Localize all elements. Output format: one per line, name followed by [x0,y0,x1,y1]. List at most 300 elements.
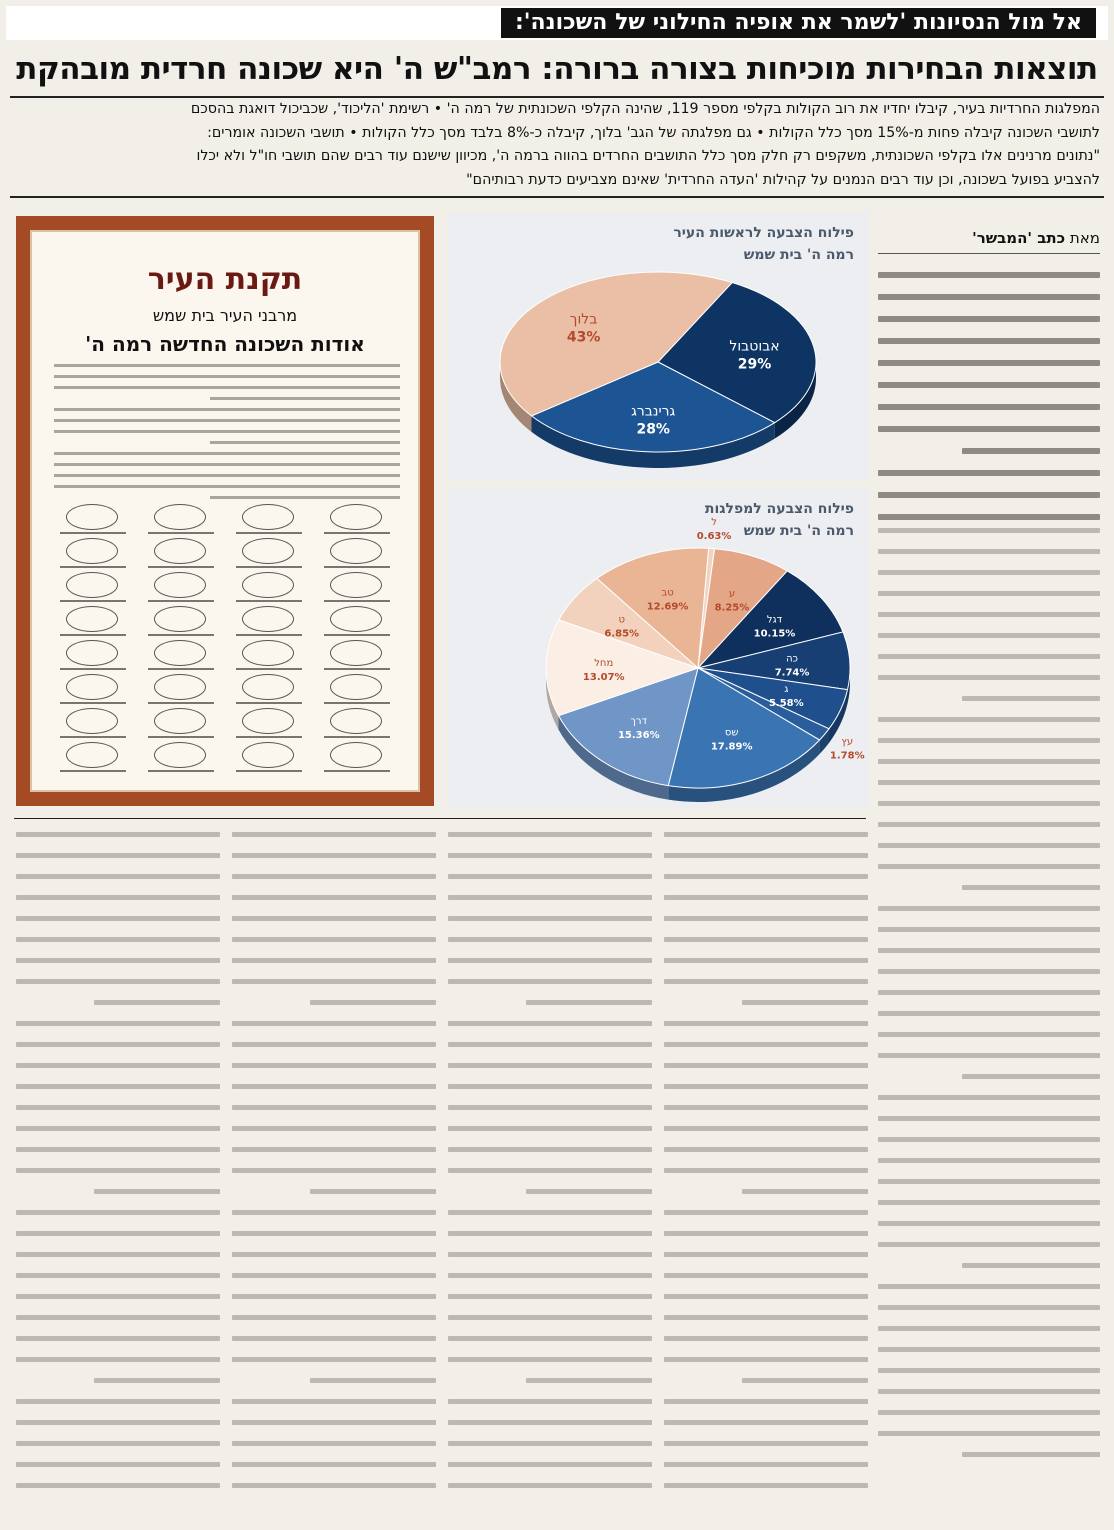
signature-caption [60,634,126,636]
text-line [448,1063,652,1068]
pie-label: ל [711,516,717,528]
text-line [232,1420,436,1425]
signature-stamp [66,708,118,734]
signature-caption [324,600,390,602]
text-line [878,272,1100,278]
text-line [16,1273,220,1278]
pie-label: בלוך [569,311,598,328]
pie-value-label: 10.15% [753,628,796,640]
signature-stamp [66,640,118,666]
text-line [232,1210,436,1215]
text-line [16,1420,220,1425]
signature-caption [148,770,214,772]
text-line [16,1126,220,1131]
text-line [664,1042,868,1047]
text-line [664,1441,868,1446]
notice-text-line [54,474,400,477]
text-line [310,1000,436,1005]
rabbinical-notice [16,216,434,806]
notice-text-line [54,375,400,378]
text-line [16,1294,220,1299]
signature-stamp [66,606,118,632]
deck-line: המפלגות החרדיות בעיר, קיבלו יחדיו את רוב הקולות בקלפי מספר 119, שהינה הקלפי השכונתית של רמה ה' • רשימת 'הליכוד', שכביכול דואגת בהסכם [190,101,1100,117]
text-line [878,990,1100,995]
text-line [664,832,868,837]
text-line [448,1294,652,1299]
text-line [878,338,1100,344]
notice-text-line [54,386,400,389]
text-line [878,1179,1100,1184]
signature-stamp [242,538,294,564]
text-line [878,1284,1100,1289]
text-line [448,1210,652,1215]
text-line [526,1378,652,1383]
signature-caption [236,702,302,704]
signature-caption [324,770,390,772]
text-line [232,1357,436,1362]
text-line [878,1305,1100,1310]
text-line [232,937,436,942]
text-line [94,1378,220,1383]
signature-stamp [242,742,294,768]
deck-line: להצביע בפועל בשכונה, וכן עוד רבים הנמנים על קהילות 'העדה החרדית' שאינם מצביעים כדעת רבותיהם" [466,171,1100,188]
text-line [94,1000,220,1005]
text-line [664,1147,868,1152]
text-line [232,1294,436,1299]
signature-stamp [330,742,382,768]
signature-caption [324,736,390,738]
text-line [664,1273,868,1278]
text-line [16,979,220,984]
text-line [232,1336,436,1341]
text-line [448,1420,652,1425]
signature-caption [60,566,126,568]
signature-stamp [330,572,382,598]
text-line [16,1252,220,1257]
text-line [878,1326,1100,1331]
text-line [448,958,652,963]
pie-value-label: 15.36% [617,729,660,741]
text-line [664,1315,868,1320]
signature-caption [60,600,126,602]
chart-title: פילוח הצבעה למפלגות [704,501,854,517]
text-line [664,1168,868,1173]
text-line [16,937,220,942]
text-line [448,1399,652,1404]
text-line [448,895,652,900]
text-line [664,1084,868,1089]
text-line [232,1105,436,1110]
pie-label: דגל [766,614,783,626]
text-line [16,1210,220,1215]
signature-stamp [154,674,206,700]
text-line [878,514,1100,520]
text-line [232,895,436,900]
text-line [526,1000,652,1005]
text-line [878,633,1100,638]
text-line [448,1483,652,1488]
text-line [878,969,1100,974]
notice-text-line [210,397,400,400]
signature-stamp [154,572,206,598]
text-line [962,1452,1100,1457]
text-line [16,916,220,921]
signature-stamp [242,606,294,632]
text-line [878,570,1100,575]
text-line [878,528,1100,533]
signature-caption [324,702,390,704]
signature-caption [148,736,214,738]
signature-caption [236,634,302,636]
notice-body [54,364,400,507]
pie-value-label: 1.78% [829,750,865,762]
mayor-pie-svg [448,212,868,480]
pie-value-label: 6.85% [604,628,640,640]
signature-caption [236,600,302,602]
signature-stamp [154,640,206,666]
text-line [878,801,1100,806]
signature-caption [148,634,214,636]
text-line [878,780,1100,785]
text-line [448,874,652,879]
text-line [878,1095,1100,1100]
pie-label: שס [724,727,739,739]
pie-label: עץ [841,736,854,748]
text-line [16,1315,220,1320]
signature-stamp [154,538,206,564]
signature-caption [148,600,214,602]
text-line [16,1084,220,1089]
pie-label: דרך [630,715,648,727]
pie-value-label: 43% [566,329,601,346]
text-line [878,927,1100,932]
notice-text-line [54,485,400,488]
text-line [664,1210,868,1215]
text-line [878,654,1100,659]
text-line [664,1231,868,1236]
signature-stamp [330,504,382,530]
text-line [742,1378,868,1383]
text-line [664,874,868,879]
text-line [232,1315,436,1320]
text-line [310,1378,436,1383]
byline-prefix: מאת [1069,229,1100,247]
text-line [232,1147,436,1152]
text-line [448,1147,652,1152]
pie-value-label: 29% [737,356,772,373]
text-line [16,958,220,963]
pie-label: כה [786,653,798,665]
text-line [448,832,652,837]
pie-label: ט [618,614,625,626]
text-line [878,864,1100,869]
text-line [232,958,436,963]
notice-text-line [54,364,400,367]
signature-caption [60,532,126,534]
text-line [878,1158,1100,1163]
text-line [232,1273,436,1278]
text-line [232,1084,436,1089]
text-line [664,895,868,900]
byline-name: כתב 'המבשר' [972,229,1066,247]
pie-value-label: 17.89% [710,741,753,753]
text-line [232,1063,436,1068]
text-line [448,1168,652,1173]
text-line [526,1189,652,1194]
text-line [16,1399,220,1404]
text-line [448,1357,652,1362]
text-line [448,1441,652,1446]
kicker-text: אל מול הנסיונות 'לשמר את אופיה החילוני של השכונה': [501,8,1096,38]
text-line [878,1242,1100,1247]
text-line [232,1462,436,1467]
notice-text-line [210,441,400,444]
text-line [232,1126,436,1131]
pie-value-label: 28% [636,421,670,438]
text-line [448,1105,652,1110]
text-line [448,1462,652,1467]
text-line [448,937,652,942]
notice-frame [30,230,420,792]
text-line [232,1231,436,1236]
text-line [16,853,220,858]
party-pie-svg [448,488,868,808]
text-line [962,1263,1100,1268]
text-line [664,1336,868,1341]
signature-caption [324,668,390,670]
signature-caption [60,702,126,704]
text-line [664,1021,868,1026]
pie-value-label: 8.25% [714,602,750,614]
deck-line: "נתונים מרנינים אלו בקלפי השכונתית, משקפים רק חלק מסך כלל התושבים החרדים בהווה ברמה ה', מכיוון שישנם עוד רבים שהם תושבי חו"ל ולא יכלו [196,148,1100,164]
text-line [232,916,436,921]
notice-title: תקנת העיר [147,262,303,297]
text-line [664,1105,868,1110]
text-line [664,916,868,921]
text-line [962,448,1100,454]
pie-label: טב [661,587,674,599]
notice-text-line [54,430,400,433]
pie-value-label: 7.74% [774,667,810,679]
chart-subtitle: רמה ה' בית שמש [743,247,854,263]
signature-stamp [242,708,294,734]
text-line [232,874,436,879]
text-line [232,1168,436,1173]
text-line [878,1221,1100,1226]
text-line [232,1021,436,1026]
signature-caption [236,668,302,670]
text-line [878,426,1100,432]
text-line [878,360,1100,366]
text-line [878,675,1100,680]
text-line [742,1189,868,1194]
text-line [664,1483,868,1488]
pie-label: ג [784,683,789,695]
article-column-lead [878,272,1100,536]
text-line [232,1252,436,1257]
kicker-bar [6,6,1108,40]
signature-stamp [66,504,118,530]
text-line [448,1315,652,1320]
article-column [16,832,220,1504]
text-line [232,1042,436,1047]
text-line [664,1126,868,1131]
text-line [878,591,1100,596]
signature-caption [148,702,214,704]
text-line [16,1336,220,1341]
text-line [448,979,652,984]
text-line [664,1252,868,1257]
signature-caption [236,736,302,738]
signature-stamp [242,504,294,530]
text-line [664,1399,868,1404]
text-line [310,1189,436,1194]
text-line [448,1336,652,1341]
signature-stamp [242,674,294,700]
notice-subject: אודות השכונה החדשה רמה ה' [85,332,365,356]
text-line [16,1357,220,1362]
deck-rule [10,196,1104,198]
text-line [232,979,436,984]
text-line [664,1063,868,1068]
text-line [878,738,1100,743]
mayor-vote-chart [448,212,868,480]
party-vote-chart [448,488,868,808]
signature-caption [236,566,302,568]
headline: תוצאות הבחירות מוכיחות בצורה ברורה: רמב"ש ה' היא שכונה חרדית מובהקת [16,51,1098,87]
signature-stamp [242,572,294,598]
text-line [232,1399,436,1404]
text-line [878,470,1100,476]
text-line [962,885,1100,890]
pie-value-label: 13.07% [582,671,625,683]
deck [14,98,1100,194]
text-line [664,937,868,942]
text-line [16,1168,220,1173]
text-line [878,549,1100,554]
text-line [878,1200,1100,1205]
signature-stamp [66,742,118,768]
text-line [664,1357,868,1362]
article-column-right [878,528,1100,1473]
pie-value-label: 12.69% [646,601,689,613]
pie-label: גרינברג [631,403,676,420]
text-line [448,853,652,858]
text-line [16,874,220,879]
signature-caption [60,770,126,772]
signature-caption [148,566,214,568]
text-line [664,979,868,984]
signature-stamp [330,538,382,564]
notice-text-line [210,496,400,499]
text-line [878,404,1100,410]
text-line [878,717,1100,722]
signature-stamp [154,708,206,734]
text-line [16,1483,220,1488]
text-line [878,822,1100,827]
text-line [448,1021,652,1026]
text-line [878,612,1100,617]
pie-label: מחל [594,657,614,669]
notice-text-line [54,452,400,455]
text-line [878,759,1100,764]
chart-title: פילוח הצבעה לראשות העיר [673,225,854,241]
text-line [16,1063,220,1068]
text-line [664,958,868,963]
text-line [448,1042,652,1047]
pie-label: ע [728,588,736,600]
text-line [878,492,1100,498]
text-line [16,895,220,900]
notice-text-line [54,463,400,466]
text-line [878,1410,1100,1415]
text-line [878,1368,1100,1373]
text-line [232,832,436,837]
text-line [878,382,1100,388]
signature-stamp [242,640,294,666]
signature-stamp [154,742,206,768]
article-column [448,832,652,1504]
pie-label: אבוטבול [729,338,780,355]
text-line [878,1116,1100,1121]
text-line [16,1021,220,1026]
signature-stamp [330,640,382,666]
signature-caption [324,566,390,568]
signature-caption [236,770,302,772]
text-line [448,1231,652,1236]
signature-stamp [330,674,382,700]
signature-stamp [154,606,206,632]
text-line [962,696,1100,701]
notice-text-line [54,419,400,422]
signature-stamp [66,538,118,564]
signature-stamp [66,674,118,700]
byline [878,226,1100,254]
text-line [16,1147,220,1152]
signature-stamp [330,606,382,632]
signature-stamp [330,708,382,734]
text-line [94,1189,220,1194]
text-line [232,1441,436,1446]
text-line [232,1483,436,1488]
deck-line: לתושבי השכונה קיבלה פחות מ-15% מסך כלל הקולות • גם מפלגתה של הגב' בלוך, קיבלה כ-8% בלבד מסך כלל הקולות • תושבי השכונה אומרים: [207,124,1100,141]
signature-stamp [154,504,206,530]
text-line [448,1273,652,1278]
signature-caption [148,532,214,534]
signature-caption [148,668,214,670]
text-line [16,1231,220,1236]
text-line [664,1462,868,1467]
text-line [448,1084,652,1089]
text-line [878,1032,1100,1037]
notice-text-line [54,408,400,411]
text-line [16,1462,220,1467]
text-line [878,1053,1100,1058]
text-line [664,1294,868,1299]
text-line [878,1137,1100,1142]
text-line [448,1252,652,1257]
text-line [232,853,436,858]
text-line [448,916,652,921]
pie-value-label: 5.58% [768,697,804,709]
text-line [878,1347,1100,1352]
text-line [16,1441,220,1446]
text-line [878,1011,1100,1016]
pie-value-label: 0.63% [696,530,732,542]
text-line [448,1126,652,1131]
signature-caption [324,532,390,534]
text-line [878,843,1100,848]
